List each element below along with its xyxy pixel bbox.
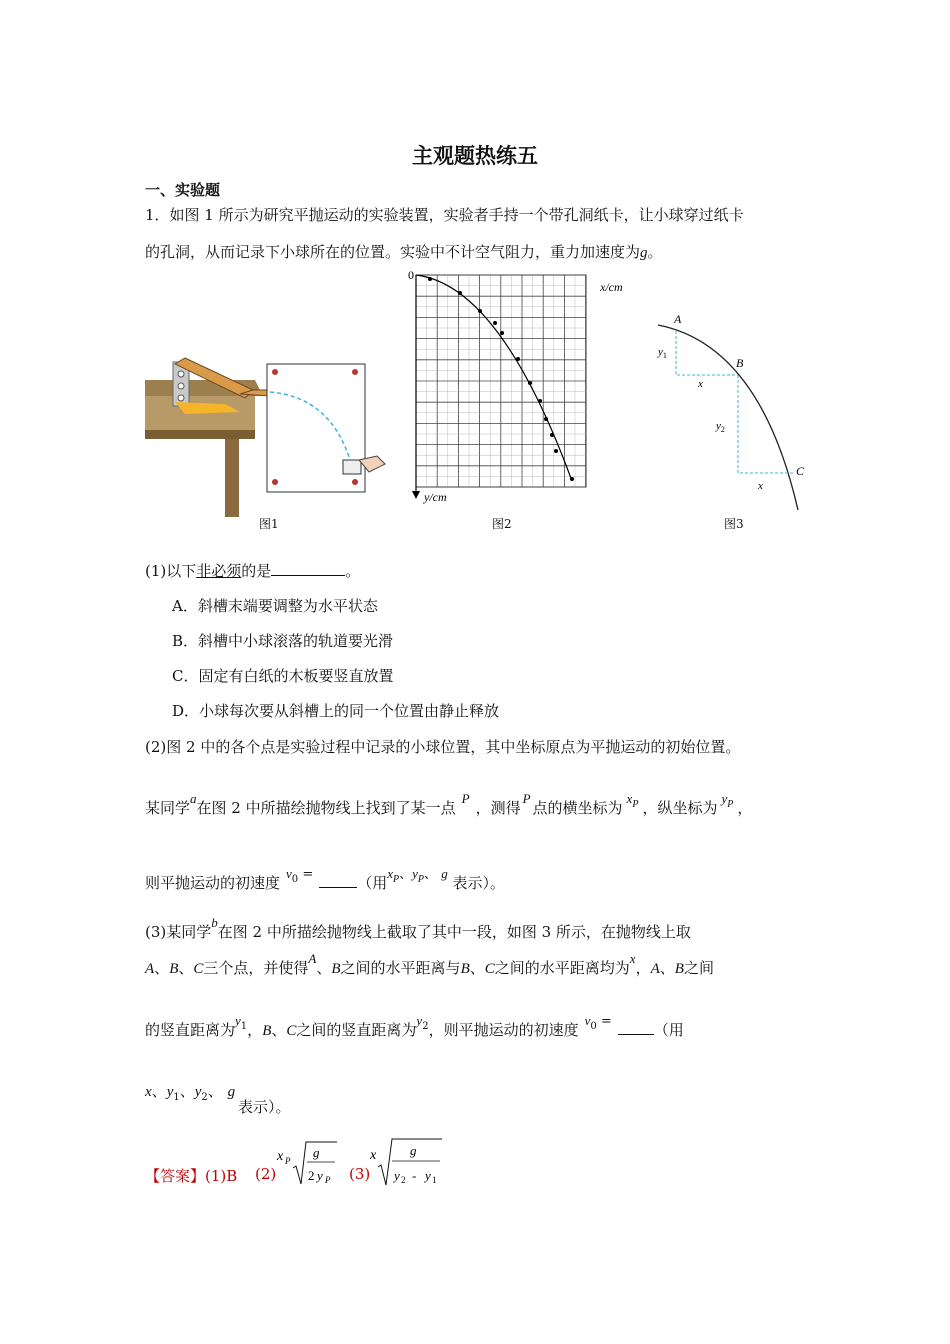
t: 之间的水平距离均为 xyxy=(494,959,630,977)
var-P: P xyxy=(522,791,531,806)
var-A: A xyxy=(145,961,155,977)
ans3-y1: y xyxy=(425,1168,431,1183)
option-d: D．小球每次要从斜槽上的同一个位置由静止释放 xyxy=(172,702,500,720)
answer-blank-2[interactable] xyxy=(319,887,357,888)
ans3-s2: 2 xyxy=(401,1175,406,1185)
sub-P: P xyxy=(417,874,425,885)
part1-question xyxy=(145,560,360,581)
answer-label: 【答案】(1)B xyxy=(145,1167,238,1185)
ans-x: x xyxy=(277,1149,284,1164)
ans3-s1: 1 xyxy=(432,1175,437,1185)
var-y: y xyxy=(194,1084,202,1100)
sep: 、 xyxy=(154,959,170,977)
comma: ， xyxy=(247,1021,263,1039)
var-A: A xyxy=(650,961,660,977)
fig3-point-B: B xyxy=(736,356,744,370)
var-y: y xyxy=(235,1013,241,1028)
fig1-caption: 图1 xyxy=(259,517,279,531)
var-a: a xyxy=(190,791,197,806)
recorded-point xyxy=(516,357,520,361)
ans-y: y xyxy=(317,1168,323,1183)
option-c: C．固定有白纸的木板要竖直放置 xyxy=(172,667,394,685)
fig3-curve xyxy=(658,325,798,510)
t: 之间的竖直距离为 xyxy=(296,1021,417,1039)
recorded-point xyxy=(428,277,432,281)
answer-blank-1[interactable] xyxy=(271,575,345,576)
figure-1-apparatus xyxy=(145,352,395,522)
t: 则平抛运动的初速度 xyxy=(145,874,281,892)
t: 在图 2 中所描绘抛物线上找到了某一点 xyxy=(196,799,456,817)
t: ， xyxy=(737,799,753,817)
q1-line2 xyxy=(145,241,663,262)
recorded-point xyxy=(458,291,462,295)
part1-end: 。 xyxy=(345,562,361,580)
sub-2: 2 xyxy=(422,1021,429,1032)
sub-0: 0 xyxy=(291,874,299,885)
var-y: y xyxy=(166,1084,174,1100)
q1-line1: 1．如图 1 所示为研究平抛运动的实验装置，实验者手持一个带孔洞纸卡，让小球穿过纸卡 xyxy=(145,206,744,224)
var-B: B xyxy=(460,961,470,977)
recorded-point xyxy=(500,331,504,335)
sub-P: P xyxy=(632,799,639,810)
var-B: B xyxy=(169,961,179,977)
t: 之间的水平距离与 xyxy=(340,959,461,977)
part2-line1: (2)图 2 中的各个点是实验过程中记录的小球位置，其中坐标原点为平抛运动的初始位置。 xyxy=(145,738,741,756)
sep: 、 xyxy=(207,1082,223,1100)
ans3-x: x xyxy=(370,1148,377,1163)
part1-suffix: 的是 xyxy=(241,562,272,580)
part3-line4 xyxy=(145,1080,235,1101)
recorded-point xyxy=(554,449,558,453)
part3-line1 xyxy=(145,915,691,942)
sub-P: P xyxy=(727,799,734,810)
var-B: B xyxy=(331,961,341,977)
var-B: B xyxy=(674,961,684,977)
ans-g: g xyxy=(313,1145,320,1160)
eq: = xyxy=(600,1014,612,1029)
var-P: P xyxy=(461,791,470,806)
t: 在图 2 中所描绘抛物线上截取了其中一段，如图 3 所示，在抛物线上取 xyxy=(217,923,691,941)
fig3-x2: x xyxy=(758,480,763,492)
option-b: B．斜槽中小球滚落的轨道要光滑 xyxy=(172,632,394,650)
sep: 、 xyxy=(151,1082,167,1100)
fig2-y-label: y/cm xyxy=(424,490,447,504)
t: （用 xyxy=(357,874,388,892)
fig3-step-ab xyxy=(676,331,738,375)
section-heading: 一、实验题 xyxy=(145,181,221,199)
t: 之间 xyxy=(683,959,714,977)
t: ，测得 xyxy=(475,799,521,817)
sub-1: 1 xyxy=(240,1021,248,1032)
recorded-point xyxy=(550,433,554,437)
q1-end: 。 xyxy=(647,243,663,261)
fig3-x1: x xyxy=(698,378,703,390)
ans-two: 2 xyxy=(308,1168,315,1183)
comma: ， xyxy=(635,959,651,977)
var-x: x xyxy=(145,1084,152,1100)
answer-p3-formula xyxy=(368,1135,448,1191)
sub-2: 2 xyxy=(201,1092,208,1103)
fig3-step-bc xyxy=(738,375,794,473)
table-leg xyxy=(225,439,239,517)
recorded-point xyxy=(538,399,542,403)
t: 的竖直距离为 xyxy=(145,1021,236,1039)
var-C: C xyxy=(193,961,204,977)
fig2-x-label: x/cm xyxy=(600,280,623,294)
recorded-point xyxy=(570,477,574,481)
sep: 、 xyxy=(316,959,332,977)
ans-subP: P xyxy=(285,1156,291,1166)
fig3-y2: $y_2$ xyxy=(716,420,725,434)
sub-0: 0 xyxy=(590,1021,597,1032)
sep: 、 xyxy=(178,959,194,977)
var-g: g xyxy=(227,1084,236,1100)
figure-2-grid xyxy=(400,265,640,505)
var-x: x xyxy=(387,866,394,881)
sep: 、 xyxy=(399,867,413,882)
var-C: C xyxy=(484,961,495,977)
sep: 、 xyxy=(179,1082,195,1100)
answer-p2-label: (2) xyxy=(255,1165,277,1183)
ans3-g: g xyxy=(410,1143,417,1158)
answer-p3-label: (3) xyxy=(349,1165,371,1183)
var-C: C xyxy=(286,1023,297,1039)
var-y: y xyxy=(416,1013,423,1028)
answer-blank-3[interactable] xyxy=(618,1034,654,1035)
var-y: y xyxy=(412,866,418,881)
sep: 、 xyxy=(424,867,438,882)
option-a: A．斜槽末端要调整为水平状态 xyxy=(172,597,378,615)
part3-line5: 表示）。 xyxy=(238,1098,291,1116)
fig2-origin: 0 xyxy=(408,268,414,282)
var-b: b xyxy=(211,915,218,930)
recorded-point xyxy=(528,381,532,385)
part3-line3 xyxy=(145,1013,684,1040)
fig3-y1: $y_1$ xyxy=(658,346,667,360)
page-title: 主观题热练五 xyxy=(412,143,538,168)
recorded-point xyxy=(493,321,497,325)
t: 表示）。 xyxy=(452,874,505,892)
var-y: y xyxy=(721,791,728,806)
var-x: x xyxy=(629,951,636,966)
ans3-y2: y xyxy=(394,1168,400,1183)
paper-card xyxy=(343,460,361,474)
q1-text: 的孔洞，从而记录下小球所在的位置。实验中不计空气阻力，重力加速度为 xyxy=(145,243,641,261)
sep: 、 xyxy=(469,959,485,977)
ans-subP2: P xyxy=(325,1175,331,1185)
sep: 、 xyxy=(271,1021,287,1039)
t: （用 xyxy=(653,1021,684,1039)
recorded-point xyxy=(544,417,548,421)
sub-1: 1 xyxy=(173,1092,180,1103)
var-g: g xyxy=(441,866,448,881)
t: 三个点，并使得 xyxy=(203,959,309,977)
answer-p2-formula xyxy=(275,1138,345,1190)
var-x: x xyxy=(626,791,633,806)
t: 点的横坐标为 xyxy=(532,799,623,817)
fig3-point-C: C xyxy=(796,464,805,478)
part2-line2 xyxy=(145,791,753,818)
part1-underlined: 非必须 xyxy=(196,562,242,580)
fig3-point-A: A xyxy=(674,312,682,326)
var-v: v xyxy=(286,866,292,881)
part2-line3 xyxy=(145,866,505,893)
t: ，则平抛运动的初速度 xyxy=(428,1021,579,1039)
var-g: g xyxy=(640,245,648,261)
sep: 、 xyxy=(659,959,675,977)
fig2-caption: 图2 xyxy=(492,517,512,531)
part1-prefix: (1)以下 xyxy=(145,562,197,580)
sub-P: P xyxy=(393,874,400,885)
t: (3)某同学 xyxy=(145,923,212,941)
recorded-point xyxy=(478,309,482,313)
t: ，纵坐标为 xyxy=(642,799,718,817)
var-B: B xyxy=(262,1023,272,1039)
part3-line2 xyxy=(145,951,714,978)
ans3-minus: - xyxy=(412,1168,417,1183)
var-v: v xyxy=(584,1013,591,1028)
var-A: A xyxy=(308,951,317,966)
t: 某同学 xyxy=(145,799,191,817)
fig3-caption: 图3 xyxy=(724,517,744,531)
figure-3-segment xyxy=(650,305,810,515)
eq: = xyxy=(302,867,314,882)
